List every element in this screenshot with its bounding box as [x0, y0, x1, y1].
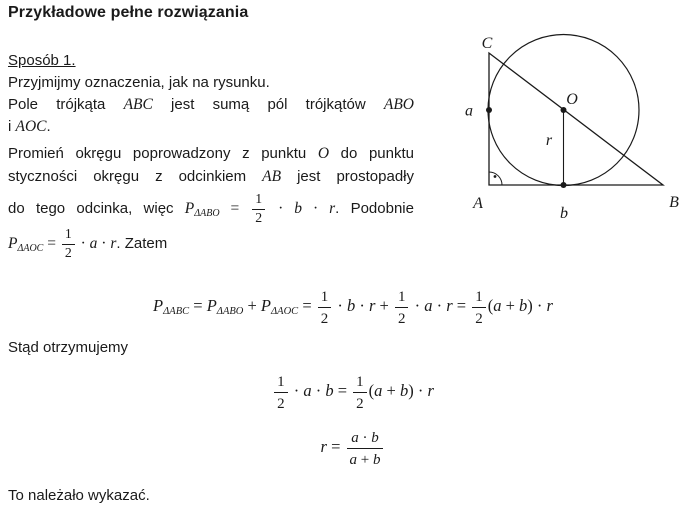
- label-c: C: [481, 35, 493, 52]
- text-seg: i: [8, 118, 16, 135]
- triangle-abc: [489, 53, 663, 185]
- fraction: [62, 227, 75, 262]
- math-seg: r: [546, 296, 553, 316]
- fraction-denominator: [472, 308, 486, 328]
- math-seg: a: [493, 296, 502, 316]
- text-seg: do punktu: [329, 145, 414, 162]
- math-seg: 1: [320, 289, 329, 305]
- math-seg: ABO: [383, 96, 415, 113]
- stad-line: Stąd otrzymujemy: [8, 339, 129, 356]
- math-seg: 1: [397, 289, 406, 305]
- math-seg: b: [519, 296, 528, 316]
- math-seg: 2: [356, 395, 364, 412]
- paragraph-line: [8, 192, 414, 227]
- label-b-vertex: B: [669, 194, 679, 211]
- right-angle-arc: [489, 172, 502, 185]
- subscript-seg: ΔABC: [163, 306, 190, 318]
- math-seg: a: [374, 381, 383, 401]
- math-seg: ABC: [123, 96, 153, 113]
- fraction: [353, 372, 367, 413]
- math-seg: ·: [311, 381, 326, 401]
- fraction: [472, 287, 486, 328]
- math-seg: 2: [255, 209, 263, 225]
- math-seg: 1: [255, 191, 263, 206]
- math-seg: +: [382, 381, 400, 401]
- fraction: [252, 192, 265, 227]
- text-seg: Pole trójkąta: [8, 96, 124, 113]
- math-seg: r: [110, 235, 117, 253]
- math-seg: b: [371, 430, 379, 446]
- math-seg: ·: [355, 296, 369, 316]
- math-seg: a: [424, 296, 433, 316]
- math-seg: ·: [410, 296, 425, 316]
- math-seg: AB: [262, 168, 282, 185]
- math-seg: r: [446, 296, 453, 316]
- math-seg: =: [219, 200, 251, 218]
- math-seg: 2: [277, 395, 285, 412]
- label-a-vertex: A: [473, 195, 483, 212]
- paragraph-line: [8, 118, 51, 136]
- fraction-denominator: [62, 245, 75, 262]
- math-seg: r: [369, 296, 376, 316]
- math-seg: a: [351, 430, 359, 446]
- math-seg: +: [375, 296, 393, 316]
- math-seg: b: [399, 381, 409, 401]
- math-seg: 1: [277, 374, 285, 390]
- math-seg: ·: [302, 200, 330, 218]
- fraction-denominator: [252, 210, 265, 227]
- math-seg: (: [487, 296, 494, 316]
- fraction-numerator: [62, 227, 75, 245]
- math-seg: 2: [320, 310, 329, 327]
- math-seg: P: [206, 296, 217, 316]
- method-heading: Sposób 1.: [8, 52, 76, 69]
- math-seg: ) ·: [408, 381, 428, 401]
- closing-line: To należało wykazać.: [8, 487, 150, 504]
- equation-third: [0, 428, 692, 469]
- fraction: [318, 287, 332, 328]
- math-seg: 2: [475, 310, 483, 327]
- fraction-numerator: [274, 372, 288, 393]
- fraction-denominator: [274, 393, 288, 413]
- fraction-numerator: [252, 192, 265, 210]
- math-seg: ) ·: [527, 296, 547, 316]
- text-seg: . Zatem: [116, 235, 168, 253]
- equation-second: [0, 372, 692, 413]
- math-seg: =: [298, 296, 316, 316]
- subscript-seg: ΔABO: [194, 208, 220, 220]
- fraction: [274, 372, 288, 413]
- math-seg: 1: [64, 226, 72, 241]
- fraction-numerator: [347, 428, 384, 449]
- math-seg: ·: [76, 235, 90, 253]
- paragraph-line: [8, 227, 167, 262]
- math-seg: ·: [358, 430, 372, 446]
- math-seg: ·: [432, 296, 447, 316]
- label-b-side: b: [560, 205, 568, 222]
- math-seg: ·: [97, 235, 111, 253]
- text-seg: jest sumą pól trójkątów: [152, 96, 384, 113]
- label-r: r: [545, 132, 553, 149]
- math-seg: b: [372, 451, 381, 468]
- math-seg: P: [153, 296, 164, 316]
- equation-main: [0, 287, 692, 328]
- math-seg: b: [294, 200, 303, 218]
- math-seg: a: [89, 235, 98, 253]
- tangent-point-ac-dot: [486, 107, 492, 113]
- fraction: [347, 428, 384, 469]
- fraction-denominator: [353, 393, 367, 413]
- math-seg: ·: [289, 381, 304, 401]
- fraction-denominator: [347, 449, 384, 469]
- math-seg: a: [349, 451, 357, 468]
- math-seg: ·: [267, 200, 295, 218]
- text-seg: .: [46, 118, 51, 135]
- math-seg: r: [329, 200, 336, 218]
- label-a-side: a: [465, 102, 473, 120]
- math-seg: ·: [333, 296, 347, 316]
- math-seg: =: [452, 296, 471, 316]
- math-seg: +: [243, 296, 261, 316]
- math-seg: =: [189, 296, 207, 316]
- paragraph-line: [8, 145, 414, 163]
- math-seg: r: [427, 381, 434, 401]
- math-seg: 2: [397, 310, 406, 327]
- fraction: [395, 287, 409, 328]
- tangent-point-ab-dot: [561, 182, 567, 188]
- math-seg: P: [260, 296, 272, 316]
- math-seg: P: [8, 235, 18, 253]
- math-seg: =: [43, 235, 60, 253]
- fraction-denominator: [395, 308, 409, 328]
- page-title: Przykładowe pełne rozwiązania: [8, 4, 249, 21]
- math-seg: AOC: [15, 118, 47, 135]
- fraction-numerator: [395, 287, 409, 308]
- math-seg: +: [357, 451, 373, 468]
- subscript-seg: ΔABO: [216, 306, 244, 318]
- math-seg: b: [347, 296, 356, 316]
- math-seg: 2: [64, 244, 72, 260]
- text-seg: jest prostopadły: [281, 168, 414, 185]
- paragraph-line: [8, 168, 414, 186]
- math-seg: (: [368, 381, 375, 401]
- fraction-numerator: [472, 287, 486, 308]
- math-seg: b: [325, 381, 334, 401]
- fraction-numerator: [353, 372, 367, 393]
- fraction-numerator: [318, 287, 332, 308]
- math-seg: r: [320, 437, 327, 457]
- subscript-seg: ΔAOC: [271, 306, 299, 318]
- math-seg: 1: [475, 289, 483, 305]
- math-seg: =: [326, 437, 345, 457]
- text-seg: styczności okręgu z odcinkiem: [8, 168, 263, 185]
- math-seg: 1: [356, 374, 364, 390]
- math-seg: a: [303, 381, 312, 401]
- right-angle-dot: [494, 175, 497, 178]
- math-seg: P: [184, 200, 195, 218]
- geometry-diagram: [450, 25, 692, 225]
- intro-line: Przyjmijmy oznaczenia, jak na rysunku.: [8, 74, 270, 91]
- math-seg: O: [317, 145, 330, 162]
- text-seg: . Podobnie: [335, 200, 414, 218]
- paragraph-line: [8, 96, 414, 114]
- subscript-seg: ΔAOC: [17, 243, 44, 255]
- math-seg: +: [501, 296, 520, 316]
- fraction-denominator: [318, 308, 332, 328]
- math-seg: =: [333, 381, 352, 401]
- text-seg: Promień okręgu poprowadzony z punktu: [8, 145, 318, 162]
- text-seg: do tego odcinka, więc: [8, 200, 185, 218]
- label-o: O: [566, 91, 578, 108]
